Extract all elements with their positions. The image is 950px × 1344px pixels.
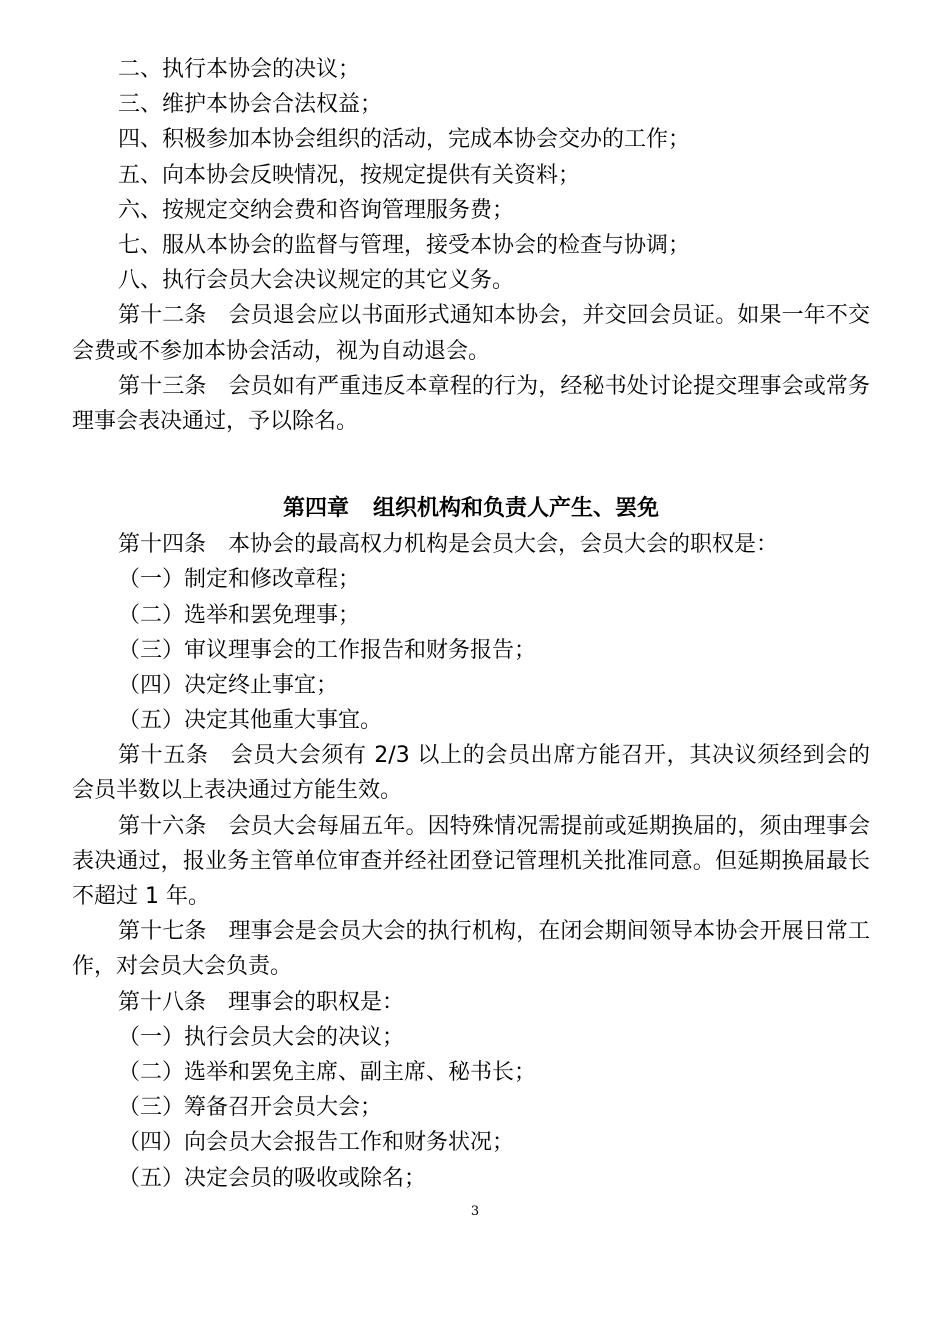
article-number: 第十八条 [118,989,207,1015]
obligation-item: 五、向本协会反映情况，按规定提供有关资料； [118,162,581,188]
list-item: （二）选举和罢免主席、副主席、秘书长； [118,1060,537,1086]
article-text: 会员退会应以书面形式通知本协会，并交回会员证。如果一年不交会费或不参加本协会活动，视为自动退会。 [72,303,870,364]
obligation-item: 八、执行会员大会决议规定的其它义务。 [118,268,515,294]
article-text: 会员大会每届五年。因特殊情况需提前或延期换届的，须由理事会表决通过，报业务主管单位审查并经社团登记管理机关批准同意。但延期换届最长不超过 1 年。 [72,813,870,910]
article-17 [72,914,870,984]
list-item: （三）筹备召开会员大会； [118,1095,383,1121]
section-spacer [72,439,870,491]
article-12 [72,298,870,368]
article-number: 第十四条 [118,532,207,558]
article-text: 理事会的职权是： [228,989,405,1015]
list-item: （五）决定其他重大事宜。 [118,708,383,734]
article-13 [72,369,870,439]
article-18 [72,985,870,1020]
article-text: 理事会是会员大会的执行机构，在闭会期间领导本协会开展日常工作，对会员大会负责。 [72,919,870,980]
chapter-number: 第四章 [282,496,349,522]
obligation-item: 三、维护本协会合法权益； [118,92,383,118]
list-item: （一）执行会员大会的决议； [118,1024,405,1050]
article-16 [72,809,870,915]
page-number: 3 [470,1204,480,1219]
document-body [72,52,870,1196]
article-number: 第十五条 [118,743,209,769]
list-item: （三）审议理事会的工作报告和财务报告； [118,637,537,663]
list-item: （四）向会员大会报告工作和财务状况； [118,1130,515,1156]
chapter-title: 组织机构和负责人产生、罢免 [373,496,660,522]
list-item: （二）选举和罢免理事； [118,602,361,628]
article-number: 第十六条 [118,813,207,839]
obligation-item: 二、执行本协会的决议； [118,57,361,82]
article-number: 第十七条 [118,919,207,945]
article-number: 第十二条 [118,303,207,329]
article-text: 本协会的最高权力机构是会员大会，会员大会的职权是： [228,532,779,558]
obligation-item: 七、服从本协会的监督与管理，接受本协会的检查与协调； [118,232,691,258]
list-item: （四）决定终止事宜； [118,672,339,698]
list-item: （一）制定和修改章程； [118,567,361,593]
article-text: 会员大会须有 2/3 以上的会员出席方能召开，其决议须经到会的会员半数以上表决通过方能生效。 [72,743,870,804]
article-15 [72,738,870,808]
list-item: （五）决定会员的吸收或除名； [118,1165,427,1191]
article-number: 第十三条 [118,373,207,399]
article-text: 会员如有严重违反本章程的行为，经秘书处讨论提交理事会或常务理事会表决通过，予以除名。 [72,373,870,434]
obligation-item: 六、按规定交纳会费和咨询管理服务费； [118,197,515,223]
obligation-item: 四、积极参加本协会组织的活动，完成本协会交办的工作； [118,127,691,153]
article-14 [72,527,870,562]
chapter-heading [72,491,870,527]
